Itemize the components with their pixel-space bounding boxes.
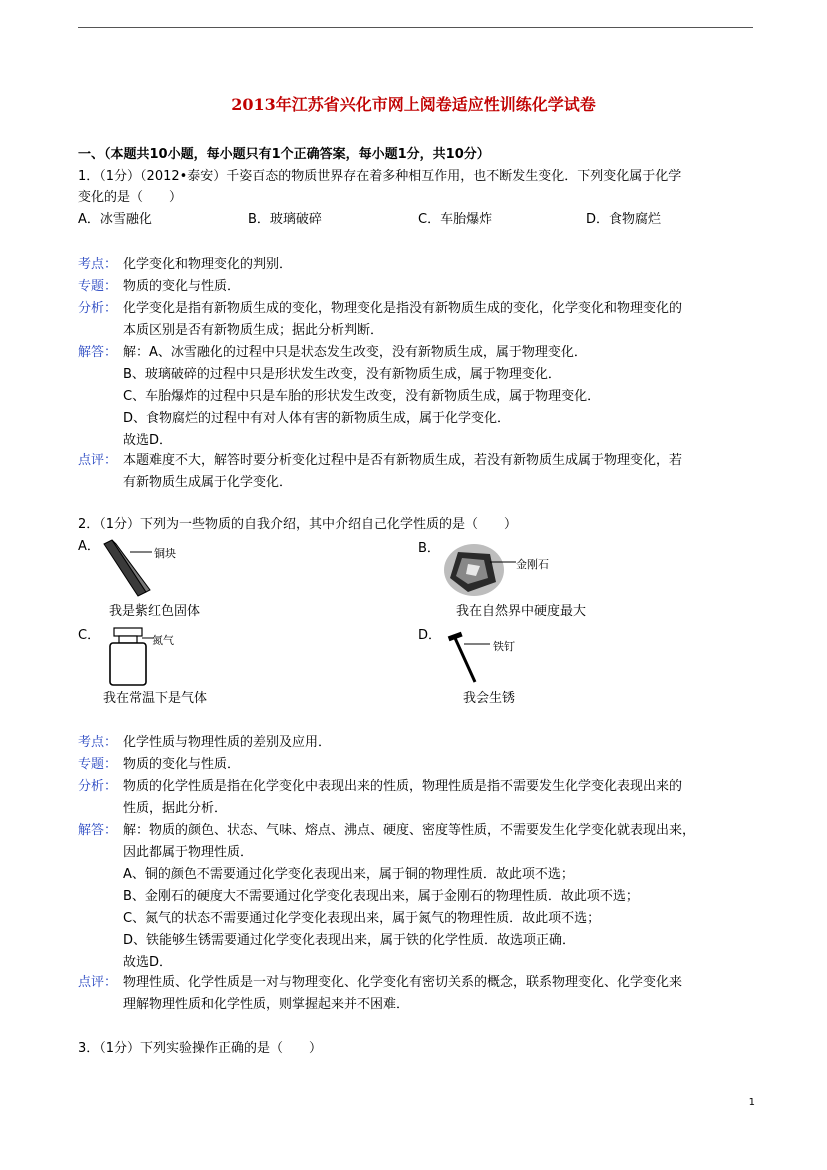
q2-option-a-letter: A． — [78, 539, 100, 554]
q1-kaodian-label: 考点： — [78, 257, 118, 272]
q1-stem-line2: 变化的是（ ） — [78, 190, 183, 205]
q2-jieda-line4: B、金刚石的硬度大不需要通过化学变化表现出来，属于金刚石的物理性质．故此项不选； — [123, 889, 639, 904]
q2-jieda-line1: 解：物质的颜色、状态、气味、熔点、沸点、硬度、密度等性质，不需要发生化学变化就表现出来， — [123, 823, 696, 838]
q1-fenxi-line1: 化学变化是指有新物质生成的变化，物理变化是指没有新物质生成的变化，化学变化和物理变化的 — [123, 301, 683, 316]
copper-block-image — [100, 538, 160, 598]
q1-dianping-line2: 有新物质生成属于化学变化． — [123, 475, 293, 490]
q2-zhuanti-label: 专题： — [78, 757, 118, 772]
q2-jieda-line5: C、氮气的状态不需要通过化学变化表现出来，属于氮气的物理性质．故此项不选； — [123, 911, 601, 926]
page-title: 2013年江苏省兴化市网上阅卷适应性训练化学试卷 — [231, 95, 596, 114]
q2-jieda-label: 解答： — [78, 823, 118, 838]
q1-jieda-line1: 解：A、冰雪融化的过程中只是状态发生改变，没有新物质生成，属于物理变化． — [123, 345, 587, 360]
header-rule — [78, 27, 753, 28]
page-number: 1 — [748, 1097, 755, 1108]
q2-zhuanti: 物质的变化与性质． — [123, 757, 241, 772]
q1-option-d: D．食物腐烂 — [586, 212, 662, 227]
q1-fenxi-line2: 本质区别是否有新物质生成；据此分析判断． — [123, 323, 384, 338]
q2-option-c-caption: 我在常温下是气体 — [103, 691, 208, 706]
q2-fenxi-label: 分析： — [78, 779, 118, 794]
q1-jieda-line2: B、玻璃破碎的过程中只是形状发生改变，没有新物质生成，属于物理变化． — [123, 367, 561, 382]
q2-option-a-caption: 我是紫红色固体 — [109, 604, 201, 619]
q2-option-c-img-label: 氮气 — [152, 634, 174, 647]
section-heading: 一、（本题共10小题，每小题只有1个正确答案，每小题1分，共10分） — [78, 147, 490, 162]
q1-jieda-line5: 故选D． — [123, 433, 173, 448]
q1-kaodian: 化学变化和物理变化的判别． — [123, 257, 293, 272]
q2-option-d-caption: 我会生锈 — [463, 691, 516, 706]
q2-dianping-line1: 物理性质、化学性质是一对与物理变化、化学变化有密切关系的概念，联系物理变化、化学变化来 — [123, 975, 683, 990]
q2-option-d-letter: D． — [418, 628, 442, 643]
q2-dianping-label: 点评： — [78, 975, 118, 990]
q2-jieda-line6: D、铁能够生锈需要通过化学变化表现出来，属于铁的化学性质．故选项正确． — [123, 933, 576, 948]
q2-jieda-line2: 因此都属于物理性质． — [123, 845, 254, 860]
diamond-image — [438, 538, 518, 600]
q2-jieda-line7: 故选D． — [123, 955, 173, 970]
q2-fenxi-line1: 物质的化学性质是指在化学变化中表现出来的性质，物理性质是指不需要发生化学变化表现出来的 — [123, 779, 683, 794]
q2-option-d-img-label: 铁钉 — [493, 640, 515, 653]
q1-option-a: A．冰雪融化 — [78, 212, 152, 227]
q2-kaodian: 化学性质与物理性质的差别及应用． — [123, 735, 332, 750]
q1-stem-line1: 1．（1分）（2012•泰安）千姿百态的物质世界存在着多种相互作用，也不断发生变化．下列变化属于化学 — [78, 169, 682, 184]
q2-dianping-line2: 理解物理性质和化学性质，则掌握起来并不困难． — [123, 997, 410, 1012]
q2-fenxi-line2: 性质，据此分析． — [123, 801, 228, 816]
q2-option-b-letter: B． — [418, 541, 440, 556]
q1-option-c: C．车胎爆炸 — [418, 212, 493, 227]
q1-jieda-label: 解答： — [78, 345, 118, 360]
q2-option-a-img-label: 铜块 — [154, 547, 176, 560]
q3-stem: 3．（1分）下列实验操作正确的是（ ） — [78, 1041, 323, 1056]
q1-jieda-line3: C、车胎爆炸的过程中只是车胎的形状发生改变，没有新物质生成，属于物理变化． — [123, 389, 601, 404]
q1-option-b: B．玻璃破碎 — [248, 212, 322, 227]
q1-fenxi-label: 分析： — [78, 301, 118, 316]
q1-dianping-line1: 本题难度不大，解答时要分析变化过程中是否有新物质生成，若没有新物质生成属于物理变化，若 — [123, 453, 683, 468]
iron-nail-image — [442, 630, 494, 688]
q1-jieda-line4: D、食物腐烂的过程中有对人体有害的新物质生成，属于化学变化． — [123, 411, 511, 426]
q2-stem: 2．（1分）下列为一些物质的自我介绍，其中介绍自己化学性质的是（ ） — [78, 517, 518, 532]
q2-option-c-letter: C． — [78, 628, 101, 643]
q1-dianping-label: 点评： — [78, 453, 118, 468]
q1-zhuanti: 物质的变化与性质． — [123, 279, 241, 294]
q2-jieda-line3: A、铜的颜色不需要通过化学变化表现出来，属于铜的物理性质．故此项不选； — [123, 867, 574, 882]
q1-zhuanti-label: 专题： — [78, 279, 118, 294]
q2-option-b-caption: 我在自然界中硬度最大 — [456, 604, 587, 619]
q2-kaodian-label: 考点： — [78, 735, 118, 750]
q2-option-b-img-label: 金刚石 — [516, 558, 549, 571]
